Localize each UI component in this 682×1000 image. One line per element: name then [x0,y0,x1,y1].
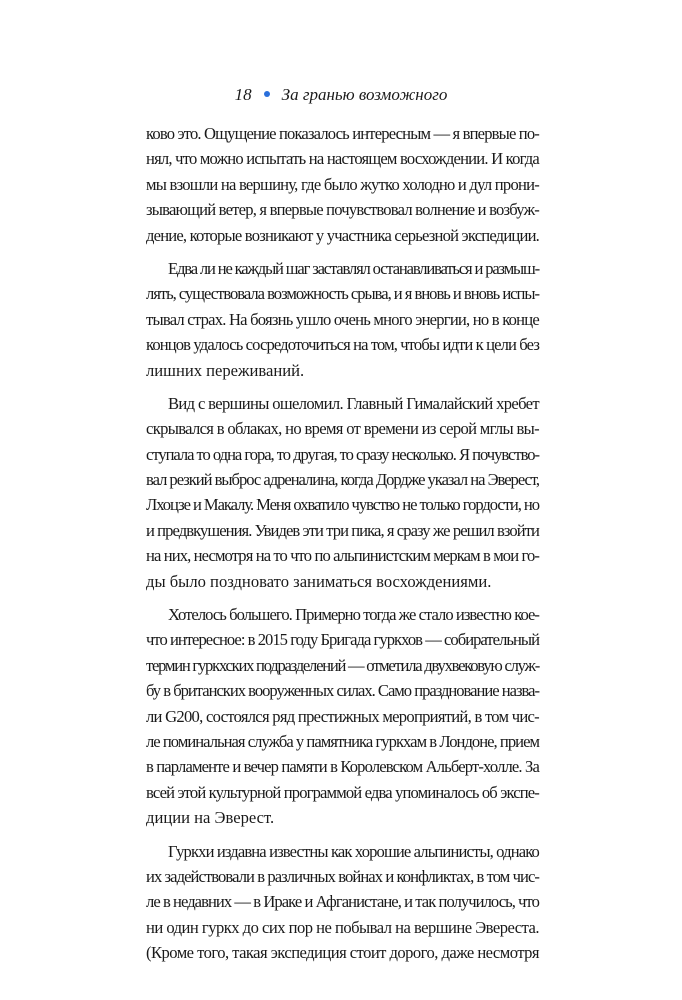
text-line: ле в недавних — в Ираке и Афганистане, и так получилось, что [146,892,539,912]
text-line: мы взошли на вершину, где было жутко холодно и дул прони- [146,174,539,194]
text-line: и предвкушения. Увидев эти три пика, я сразу же решил взойти [146,520,539,540]
text-line: (Кроме того, такая экспедиция стоит дорого, даже несмотря [146,943,539,963]
text-line: ле поминальная служба у памятника гуркхам в Лондоне, прием [146,731,539,751]
text-line: Лхоцзе и Макалу. Меня охватило чувство не только гордости, но [146,495,539,515]
paragraph-2 [146,256,539,383]
text-line: что интересное: в 2015 году Бригада гуркхов — собирательный [146,630,539,650]
paragraph-1 [146,121,539,248]
paragraph-3 [146,391,539,594]
text-line: диции на Эверест. [146,808,275,828]
text-line: дение, которые возникают у участника серьезной экспедиции. [146,225,539,245]
paragraph-5 [146,839,539,966]
text-line: всей этой культурной программой едва упоминалось об экспе- [146,782,539,802]
text-line: зывающий ветер, я впервые почувствовал волнение и возбуж- [146,200,539,220]
book-title: За гранью возможного [281,85,448,104]
text-line: Вид с вершины ошеломил. Главный Гималайский хребет [168,393,539,413]
text-line: термин гуркхских подразделений — отметила двухвековую служ- [146,655,539,675]
running-head [0,84,682,106]
text-line: в парламенте и вечер памяти в Королевском Альберт-холле. За [146,757,539,777]
text-line: ли G200, состоялся ряд престижных мероприятий, в том чис- [146,706,539,726]
text-line: ды было поздновато заниматься восхождениями. [146,571,492,591]
text-line: ступала то одна гора, то другая, то сразу несколько. Я почувство- [146,444,539,464]
text-line: бу в британских вооруженных силах. Само празднование назва- [146,681,539,701]
text-line: ни один гуркх до сих пор не побывал на вершине Эвереста. [146,917,539,937]
paragraph-4 [146,602,539,831]
text-line: лять, существовала возможность срыва, и я вновь и вновь испы- [146,284,539,304]
page-number: 18 [234,85,252,104]
text-line: вал резкий выброс адреналина, когда Дордже указал на Эверест, [146,470,539,490]
text-line: Едва ли не каждый шаг заставлял останавливаться и размыш- [168,258,539,278]
text-line: на них, несмотря на то что по альпинистским меркам в мои го- [146,546,539,566]
text-line: Хотелось большего. Примерно тогда же стало известно кое- [168,605,539,625]
text-line: их задействовали в различных войнах и конфликтах, в том чис- [146,866,539,886]
text-line: концов удалось сосредоточиться на том, чтобы идти к цели без [146,335,539,355]
text-line: ково это. Ощущение показалось интересным — я впервые по- [146,124,539,143]
text-line: тывал страх. На боязнь ушло очень много энергии, но в конце [146,309,539,329]
text-line: скрывался в облаках, но время от времени из серой мглы вы- [146,419,539,439]
text-line: Гуркхи издавна известны как хорошие альпинисты, однако [168,841,539,861]
text-line: лишних переживаний. [146,360,305,380]
body-text [146,121,539,966]
bullet-separator-icon [264,91,270,97]
text-line: нял, что можно испытать на настоящем восхождении. И когда [146,149,539,169]
